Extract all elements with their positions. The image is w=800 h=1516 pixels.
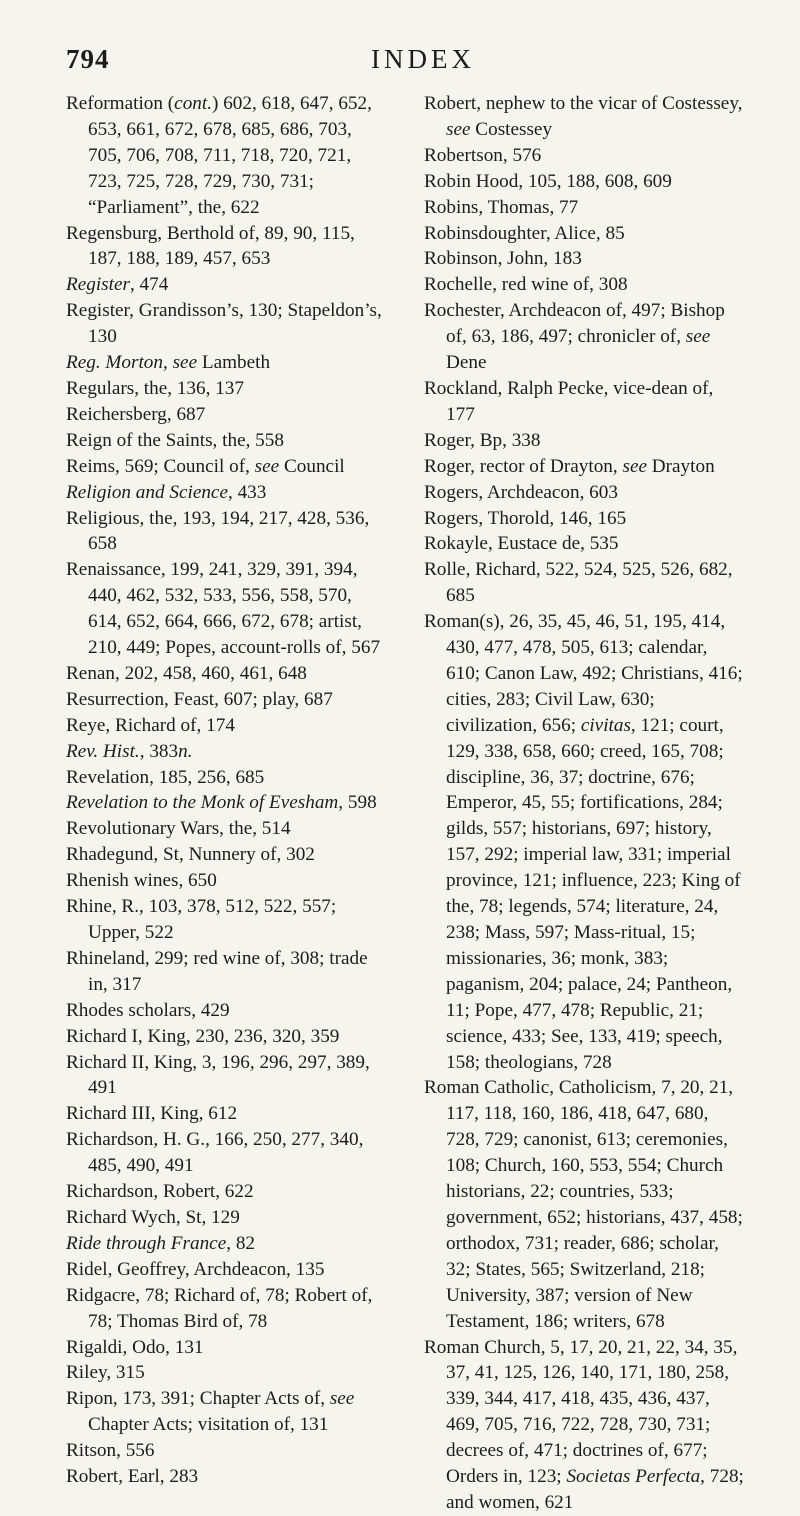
right-column — [424, 91, 746, 1516]
index-entry: Register, 474 — [66, 274, 169, 296]
page-header — [66, 44, 740, 84]
index-entry: Riley, 315 — [66, 1362, 145, 1384]
left-column — [66, 91, 388, 1516]
index-entry: Religion and Science, 433 — [66, 481, 267, 503]
index-entry: Richard Wych, St, 129 — [66, 1206, 240, 1228]
index-entry: Rogers, Archdeacon, 603 — [424, 481, 618, 503]
index-entry: Regensburg, Berthold of, 89, 90, 115, 187, 188, 189, 457, 653 — [66, 222, 355, 270]
index-entry: Roman Church, 5, 17, 20, 21, 22, 34, 35, 37, 41, 125, 126, 140, 171, 180, 258, 339, 344, 417, 418, 435, 436, 437, 469, 705, 716, 722, 728, 730, 731; decrees of, 471; doctrines of, 677; Orders in, 123; Societas Perfecta, 728; and women, 621 — [424, 1336, 744, 1513]
index-entry: Ritson, 556 — [66, 1440, 155, 1462]
index-entry: Richard III, King, 612 — [66, 1103, 238, 1125]
index-entry: Rolle, Richard, 522, 524, 525, 526, 682, 685 — [424, 559, 733, 607]
index-entry: Robert, Earl, 283 — [66, 1466, 199, 1488]
index-entry: Roman(s), 26, 35, 45, 46, 51, 195, 414, 430, 477, 478, 505, 613; calendar, 610; Canon Law, 492; Christians, 416; cities, 283; Civil Law, 630; civilization, 656; civitas, 121; court, 129, 338, 658, 660; creed, 165, 708; discipline, 36, 37; doctrine, 676; Emperor, 45, 55; fortifications, 284; gilds, 557; historians, 697; history, 157, 292; imperial law, 331; imperial province, 121; influence, 223; King of the, 78; legends, 574; literature, 24, 238; Mass, 597; Mass-ritual, 15; missionaries, 36; monk, 383; paganism, 204; palace, 24; Pantheon, 11; Pope, 477, 478; Republic, 21; science, 433; See, 133, 419; speech, 158; theologians, 728 — [424, 611, 743, 1073]
index-entry: Rochelle, red wine of, 308 — [424, 274, 628, 296]
index-entry: Regulars, the, 136, 137 — [66, 377, 244, 399]
index-entry: Rhine, R., 103, 378, 512, 522, 557; Upper, 522 — [66, 896, 337, 943]
index-entry: Rhodes scholars, 429 — [66, 999, 230, 1021]
index-entry: Reye, Richard of, 174 — [66, 714, 235, 736]
index-entry: Revelation to the Monk of Evesham, 598 — [66, 792, 377, 814]
index-entry: Rhineland, 299; red wine of, 308; trade in, 317 — [66, 947, 368, 995]
index-entry: Rev. Hist., 383n. — [66, 740, 193, 762]
index-entry: Register, Grandisson’s, 130; Stapeldon’s, 130 — [66, 300, 382, 348]
index-entry: Roger, rector of Drayton, see Drayton — [424, 455, 715, 477]
index-entry: Richard II, King, 3, 196, 296, 297, 389, 491 — [66, 1051, 370, 1099]
index-entry: Renan, 202, 458, 460, 461, 648 — [66, 662, 307, 684]
page-number: 794 — [66, 44, 110, 74]
index-entry: Robin Hood, 105, 188, 608, 609 — [424, 170, 672, 192]
index-columns — [66, 91, 746, 1516]
index-entry: Roger, Bp, 338 — [424, 429, 541, 451]
index-entry: Robertson, 576 — [424, 144, 542, 166]
index-entry: Rigaldi, Odo, 131 — [66, 1336, 204, 1358]
index-entry: Ridel, Geoffrey, Archdeacon, 135 — [66, 1258, 325, 1280]
index-entry: Reims, 569; Council of, see Council — [66, 455, 345, 477]
running-head: INDEX — [371, 44, 475, 74]
index-entry: Roman Catholic, Catholicism, 7, 20, 21, 117, 118, 160, 186, 418, 647, 680, 728, 729; canonist, 613; ceremonies, 108; Church, 160, 553, 554; Church historians, 22; countries, 533; government, 652; historians, 437, 458; orthodox, 731; reader, 686; scholar, 32; States, 565; Switzerland, 218; University, 387; version of New Testament, 186; writers, 678 — [424, 1077, 743, 1332]
index-entry: Revelation, 185, 256, 685 — [66, 766, 265, 788]
index-entry: Robinsdoughter, Alice, 85 — [424, 222, 625, 244]
index-entry: Robert, nephew to the vicar of Costessey, see Costessey — [424, 93, 743, 140]
index-entry: Richardson, Robert, 622 — [66, 1181, 254, 1203]
index-entry: Richardson, H. G., 166, 250, 277, 340, 485, 490, 491 — [66, 1129, 364, 1177]
index-entry: Revolutionary Wars, the, 514 — [66, 818, 291, 840]
index-entry: Reg. Morton, see Lambeth — [66, 352, 271, 374]
index-entry: Ripon, 173, 391; Chapter Acts of, see Chapter Acts; visitation of, 131 — [66, 1388, 355, 1436]
index-entry: Renaissance, 199, 241, 329, 391, 394, 440, 462, 532, 533, 556, 558, 570, 614, 652, 664, 666, 672, 678; artist, 210, 449; Popes, account-rolls of, 567 — [66, 559, 381, 659]
index-entry: Rochester, Archdeacon of, 497; Bishop of, 63, 186, 497; chronicler of, see Dene — [424, 300, 725, 374]
index-entry: Religious, the, 193, 194, 217, 428, 536, 658 — [66, 507, 370, 555]
index-entry: Robins, Thomas, 77 — [424, 196, 579, 218]
index-entry: Resurrection, Feast, 607; play, 687 — [66, 688, 333, 710]
index-entry: Rhenish wines, 650 — [66, 870, 217, 892]
index-entry: Ridgacre, 78; Richard of, 78; Robert of, 78; Thomas Bird of, 78 — [66, 1284, 373, 1332]
index-entry: Rhadegund, St, Nunnery of, 302 — [66, 844, 315, 866]
index-entry: Reformation (cont.) 602, 618, 647, 652, 653, 661, 672, 678, 685, 686, 703, 705, 706, 708, 711, 718, 720, 721, 723, 725, 728, 729, 730, 731; “Parliament”, the, 622 — [66, 93, 372, 218]
index-entry: Reign of the Saints, the, 558 — [66, 429, 284, 451]
index-entry: Rogers, Thorold, 146, 165 — [424, 507, 627, 529]
index-entry: Rokayle, Eustace de, 535 — [424, 533, 619, 555]
index-entry: Richard I, King, 230, 236, 320, 359 — [66, 1025, 340, 1047]
index-entry: Rockland, Ralph Pecke, vice-dean of, 177 — [424, 377, 714, 425]
index-entry: Reichersberg, 687 — [66, 403, 206, 425]
index-entry: Ride through France, 82 — [66, 1232, 255, 1254]
index-entry: Robinson, John, 183 — [424, 248, 582, 270]
